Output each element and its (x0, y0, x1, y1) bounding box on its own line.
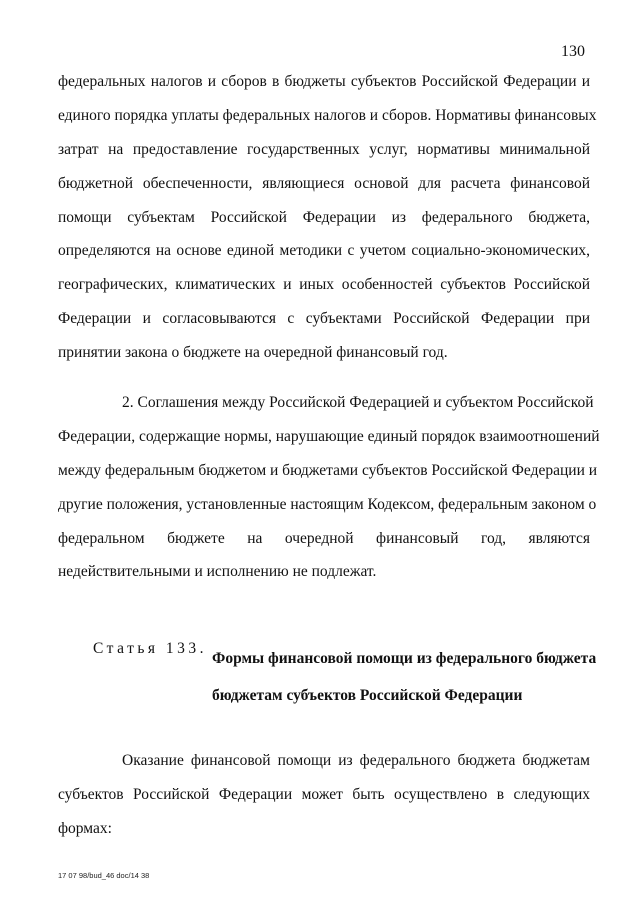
text-line: Федерации и согласовываются с субъектами Российской Федерации при (58, 310, 590, 328)
text-line: помощи субъектам Российской Федерации из федерального бюджета, (58, 208, 590, 226)
article-label: Статья 133. (93, 640, 208, 657)
text-line: Федерации, содержащие нормы, нарушающие единый порядок взаимоотношений (58, 427, 600, 445)
text-line: федеральном бюджете на очередной финансовый год, являются (58, 529, 590, 547)
text-line: Оказание финансовой помощи из федерального бюджета бюджетам (122, 752, 590, 769)
article-title-line: бюджетам субъектов Российской Федерации (212, 687, 523, 704)
text-line: единого порядка уплаты федеральных налогов и сборов. Нормативы финансовых (58, 106, 597, 124)
paragraph-agreements (58, 386, 600, 589)
text-line: недействительными и исполнению не подлежат. (58, 563, 377, 581)
text-line: федеральных налогов и сборов в бюджеты субъектов Российской Федерации и (58, 73, 590, 90)
paragraph-continuation (58, 65, 597, 370)
text-line: бюджетной обеспеченности, являющиеся основой для расчета финансовой (58, 174, 590, 192)
text-line: принятии закона о бюджете на очередной финансовый год. (58, 344, 448, 362)
text-line: географических, климатических и иных особенностей субъектов Российской (58, 276, 590, 294)
article-title (212, 640, 597, 714)
paragraph-financial-aid (58, 744, 590, 846)
text-line: другие положения, установленные настоящим Кодексом, федеральным законом о (58, 495, 597, 513)
text-line: 2. Соглашения между Российской Федерацией и субъектом Российской (122, 394, 594, 411)
text-line: затрат на предоставление государственных услуг, нормативы минимальной (58, 140, 590, 158)
page-number: 130 (561, 43, 585, 60)
document-footer: 17 07 98/bud_46 doc/14 38 (58, 871, 150, 880)
text-line: субъектов Российской Федерации может быть осуществлено в следующих (58, 785, 590, 803)
article-title-line: Формы финансовой помощи из федерального бюджета (212, 650, 597, 667)
text-line: между федеральным бюджетом и бюджетами субъектов Российской Федерации и (58, 461, 598, 479)
text-line: формах: (58, 819, 112, 837)
text-line: определяются на основе единой методики с учетом социально-экономических, (58, 242, 590, 260)
